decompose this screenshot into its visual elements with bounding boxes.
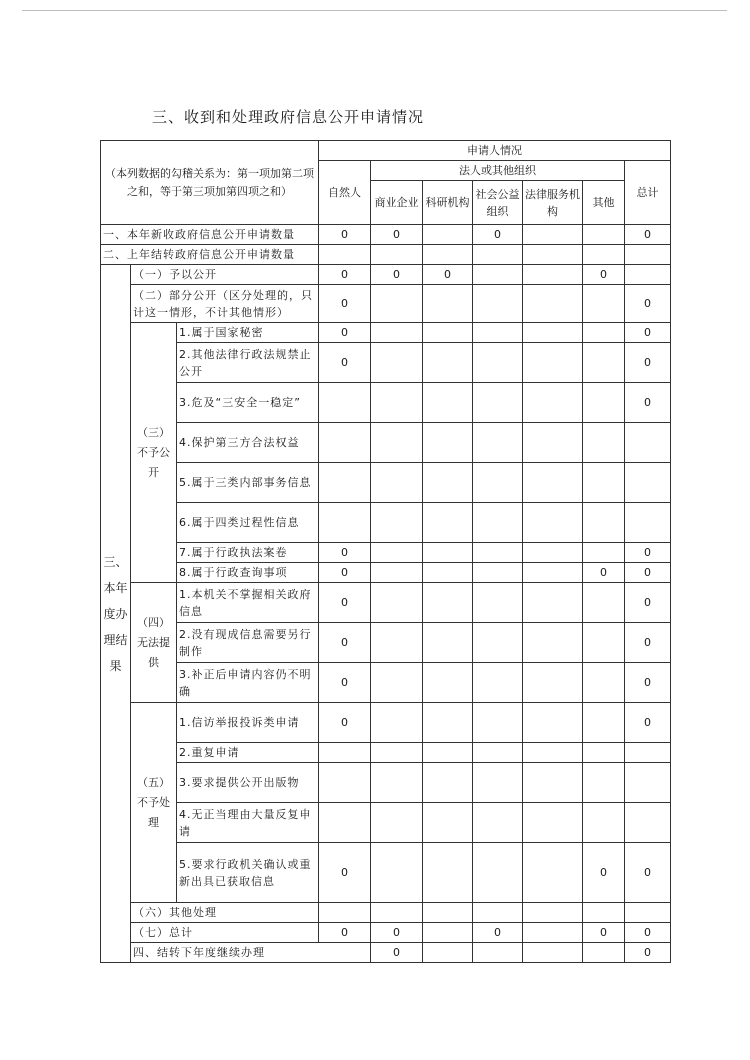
- cell-commercial: [371, 285, 423, 323]
- cell-social: [473, 903, 523, 923]
- cell-total: [625, 503, 671, 543]
- cell-social: [473, 583, 523, 623]
- cell-total: [625, 463, 671, 503]
- cell-natural: 0: [319, 543, 371, 563]
- cell-other: 0: [583, 563, 625, 583]
- cell-other: 0: [583, 843, 625, 903]
- cell-social: [473, 543, 523, 563]
- row-label: 2.重复申请: [177, 743, 319, 763]
- cell-total: [625, 423, 671, 463]
- cell-natural: [319, 423, 371, 463]
- cell-other: [583, 663, 625, 703]
- cell-total: 0: [625, 583, 671, 623]
- cell-commercial: [371, 583, 423, 623]
- application-table: [100, 140, 671, 963]
- cell-natural: [319, 463, 371, 503]
- cell-total: 0: [625, 843, 671, 903]
- cell-social: [523, 943, 583, 963]
- cell-commercial: 0: [371, 225, 423, 245]
- cell-natural: 0: [319, 343, 371, 383]
- relation-note: （本列数据的勾稽关系为：第一项加第二项之和，等于第三项加第四项之和）: [101, 141, 319, 225]
- cell-legal-service: [523, 343, 583, 383]
- cell-natural: [319, 763, 371, 803]
- cell-research: [423, 503, 473, 543]
- cell-natural: 0: [319, 225, 371, 245]
- cell-natural: 0: [319, 563, 371, 583]
- cell-legal-service: [523, 763, 583, 803]
- cell-legal-service: [523, 583, 583, 623]
- row-label: 一、本年新收政府信息公开申请数量: [101, 225, 319, 245]
- cell-natural: 0: [319, 285, 371, 323]
- row-label: 3.补正后申请内容仍不明确: [177, 663, 319, 703]
- cell-other: [583, 543, 625, 563]
- cell-natural: 0: [371, 943, 423, 963]
- cell-total: 0: [625, 383, 671, 423]
- other-header: 其他: [583, 181, 625, 225]
- cell-commercial: [371, 563, 423, 583]
- row-label: 6.属于四类过程性信息: [177, 503, 319, 543]
- row-label: （六）其他处理: [131, 903, 319, 923]
- unable-section-label: （四）无法提供: [131, 583, 177, 703]
- cell-research: [423, 563, 473, 583]
- cell-other: 0: [625, 943, 671, 963]
- cell-social: [473, 743, 523, 763]
- cell-social: [473, 503, 523, 543]
- cell-research: [423, 543, 473, 563]
- cell-natural: 0: [319, 703, 371, 743]
- cell-natural: 0: [319, 663, 371, 703]
- cell-commercial: [371, 503, 423, 543]
- cell-legal-service: [523, 923, 583, 943]
- cell-legal-service: [523, 703, 583, 743]
- cell-social: [473, 623, 523, 663]
- cell-total: [625, 803, 671, 843]
- cell-research: [423, 343, 473, 383]
- cell-commercial: [371, 663, 423, 703]
- cell-natural: [319, 803, 371, 843]
- cell-total: [625, 265, 671, 285]
- noprocess-section-label: （五）不予处理: [131, 703, 177, 903]
- cell-total: [625, 743, 671, 763]
- cell-other: [583, 423, 625, 463]
- applicant-header: 申请人情况: [319, 141, 671, 161]
- cell-social: [473, 563, 523, 583]
- row-label: 5.要求行政机关确认或重新出具已获取信息: [177, 843, 319, 903]
- cell-social: [473, 343, 523, 383]
- cell-other: [583, 803, 625, 843]
- table-row: [101, 285, 671, 323]
- cell-commercial: [371, 743, 423, 763]
- row-label: （一）予以公开: [131, 265, 319, 285]
- cell-legal-service: [523, 463, 583, 503]
- cell-other: [583, 623, 625, 663]
- cell-social: [473, 803, 523, 843]
- row-label: 4.保护第三方合法权益: [177, 423, 319, 463]
- cell-natural: [319, 743, 371, 763]
- cell-research: [423, 743, 473, 763]
- table-row: [101, 923, 671, 943]
- cell-natural: [319, 245, 371, 265]
- cell-other: [583, 245, 625, 265]
- table-row: [101, 623, 671, 663]
- legal-service-header: 法律服务机构: [523, 181, 583, 225]
- cell-total: 0: [625, 923, 671, 943]
- cell-commercial: [371, 245, 423, 265]
- cell-legal-service: [583, 943, 625, 963]
- cell-commercial: [371, 543, 423, 563]
- cell-legal-service: [523, 383, 583, 423]
- cell-social: [473, 843, 523, 903]
- cell-research: [423, 463, 473, 503]
- cell-social: [473, 423, 523, 463]
- cell-legal-service: [523, 663, 583, 703]
- cell-commercial: 0: [371, 265, 423, 285]
- cell-natural: 0: [319, 923, 371, 943]
- row-label: 4.无正当理由大量反复申请: [177, 803, 319, 843]
- cell-total: 0: [625, 703, 671, 743]
- table-row: [101, 423, 671, 463]
- cell-total: 0: [625, 225, 671, 245]
- cell-commercial: [371, 763, 423, 803]
- cell-commercial: [371, 383, 423, 423]
- social-welfare-header: 社会公益组织: [473, 181, 523, 225]
- cell-legal-service: [523, 285, 583, 323]
- cell-research: [423, 703, 473, 743]
- cell-natural: 0: [319, 623, 371, 663]
- cell-legal-service: [523, 423, 583, 463]
- cell-legal-service: [523, 903, 583, 923]
- row-label: （七）总计: [131, 923, 319, 943]
- table-row: [101, 245, 671, 265]
- table-row: [101, 583, 671, 623]
- cell-research: [423, 663, 473, 703]
- cell-other: [583, 463, 625, 503]
- table-row: [101, 663, 671, 703]
- table-row: [101, 843, 671, 903]
- cell-other: 0: [583, 265, 625, 285]
- cell-commercial: [371, 903, 423, 923]
- cell-total: 0: [625, 323, 671, 343]
- cell-other: 0: [583, 923, 625, 943]
- table-row: [101, 703, 671, 743]
- cell-total: 0: [625, 563, 671, 583]
- cell-natural: 0: [319, 583, 371, 623]
- cell-legal-service: [523, 265, 583, 285]
- cell-legal-service: [523, 245, 583, 265]
- commercial-header: 商业企业: [371, 181, 423, 225]
- cell-research: [473, 943, 523, 963]
- cell-social: 0: [473, 923, 523, 943]
- cell-commercial: [371, 423, 423, 463]
- cell-social: [473, 663, 523, 703]
- cell-legal-service: [523, 225, 583, 245]
- cell-total: [625, 903, 671, 923]
- cell-total: [625, 763, 671, 803]
- table-row: [101, 743, 671, 763]
- cell-other: [583, 703, 625, 743]
- cell-legal-service: [523, 803, 583, 843]
- table-row: [101, 803, 671, 843]
- cell-natural: [319, 383, 371, 423]
- cell-other: [583, 285, 625, 323]
- natural-person-header: 自然人: [319, 161, 371, 225]
- cell-research: [423, 583, 473, 623]
- cell-total: 0: [625, 663, 671, 703]
- research-header: 科研机构: [423, 181, 473, 225]
- table-row: [101, 563, 671, 583]
- section-three-label: 三、本年度办理结果: [101, 265, 131, 963]
- cell-commercial: [371, 803, 423, 843]
- row-label: 3.危及“三安全一稳定”: [177, 383, 319, 423]
- table-row: [101, 543, 671, 563]
- table-row: [101, 343, 671, 383]
- cell-commercial: [371, 843, 423, 903]
- cell-other: [583, 383, 625, 423]
- row-label: 四、结转下年度继续办理: [131, 943, 371, 963]
- cell-total: 0: [625, 285, 671, 323]
- cell-other: [583, 323, 625, 343]
- cell-commercial: 0: [371, 923, 423, 943]
- cell-natural: [319, 503, 371, 543]
- cell-other: [583, 743, 625, 763]
- cell-commercial: [371, 703, 423, 743]
- cell-social: [473, 463, 523, 503]
- cell-total: 0: [625, 623, 671, 663]
- table-row: [101, 323, 671, 343]
- cell-social: [473, 703, 523, 743]
- row-label: （二）部分公开（区分处理的，只计这一情形，不计其他情形）: [131, 285, 319, 323]
- row-label: 2.其他法律行政法规禁止公开: [177, 343, 319, 383]
- table-row: [101, 503, 671, 543]
- cell-total: 0: [625, 543, 671, 563]
- cell-research: [423, 843, 473, 903]
- cell-natural: 0: [319, 843, 371, 903]
- top-rule: [22, 10, 727, 11]
- cell-legal-service: [523, 503, 583, 543]
- cell-research: [423, 803, 473, 843]
- cell-research: [423, 383, 473, 423]
- cell-social: [473, 285, 523, 323]
- row-label: 1.信访举报投诉类申请: [177, 703, 319, 743]
- cell-social: 0: [473, 225, 523, 245]
- cell-research: [423, 423, 473, 463]
- row-label: 1.属于国家秘密: [177, 323, 319, 343]
- cell-social: [473, 763, 523, 803]
- cell-natural: 0: [319, 323, 371, 343]
- cell-social: [473, 323, 523, 343]
- table-row: [101, 265, 671, 285]
- cell-research: [423, 623, 473, 663]
- cell-commercial: [371, 343, 423, 383]
- cell-research: [423, 323, 473, 343]
- cell-other: [583, 583, 625, 623]
- cell-social: [473, 383, 523, 423]
- cell-other: [583, 503, 625, 543]
- table-row: [101, 903, 671, 923]
- row-label: 3.要求提供公开出版物: [177, 763, 319, 803]
- cell-commercial: [423, 943, 473, 963]
- page-title: 三、收到和处理政府信息公开申请情况: [152, 108, 425, 126]
- cell-other: [583, 763, 625, 803]
- cell-total: [625, 245, 671, 265]
- deny-section-label: （三）不予公开: [131, 323, 177, 583]
- cell-legal-service: [523, 623, 583, 663]
- cell-legal-service: [523, 743, 583, 763]
- table-row: [101, 763, 671, 803]
- cell-legal-service: [523, 543, 583, 563]
- cell-natural: 0: [319, 265, 371, 285]
- cell-research: [423, 225, 473, 245]
- cell-research: [423, 923, 473, 943]
- cell-research: [423, 285, 473, 323]
- table-row: [101, 943, 671, 963]
- cell-other: [583, 903, 625, 923]
- table-row: [101, 225, 671, 245]
- table-row: [101, 463, 671, 503]
- row-label: 8.属于行政查询事项: [177, 563, 319, 583]
- row-label: 5.属于三类内部事务信息: [177, 463, 319, 503]
- cell-legal-service: [523, 843, 583, 903]
- cell-natural: [319, 903, 371, 923]
- cell-commercial: [371, 463, 423, 503]
- row-label: 2.没有现成信息需要另行制作: [177, 623, 319, 663]
- cell-research: [423, 763, 473, 803]
- cell-social: [473, 265, 523, 285]
- cell-social: [473, 245, 523, 265]
- table-row: [101, 383, 671, 423]
- cell-research: 0: [423, 265, 473, 285]
- cell-other: [583, 225, 625, 245]
- row-label: 1.本机关不掌握相关政府信息: [177, 583, 319, 623]
- legal-entity-header: 法人或其他组织: [371, 161, 625, 181]
- row-label: 7.属于行政执法案卷: [177, 543, 319, 563]
- cell-research: [423, 245, 473, 265]
- cell-commercial: [371, 323, 423, 343]
- total-header: 总计: [625, 161, 671, 225]
- row-label: 二、上年结转政府信息公开申请数量: [101, 245, 319, 265]
- cell-total: 0: [625, 343, 671, 383]
- cell-research: [423, 903, 473, 923]
- cell-commercial: [371, 623, 423, 663]
- cell-legal-service: [523, 563, 583, 583]
- cell-other: [583, 343, 625, 383]
- cell-legal-service: [523, 323, 583, 343]
